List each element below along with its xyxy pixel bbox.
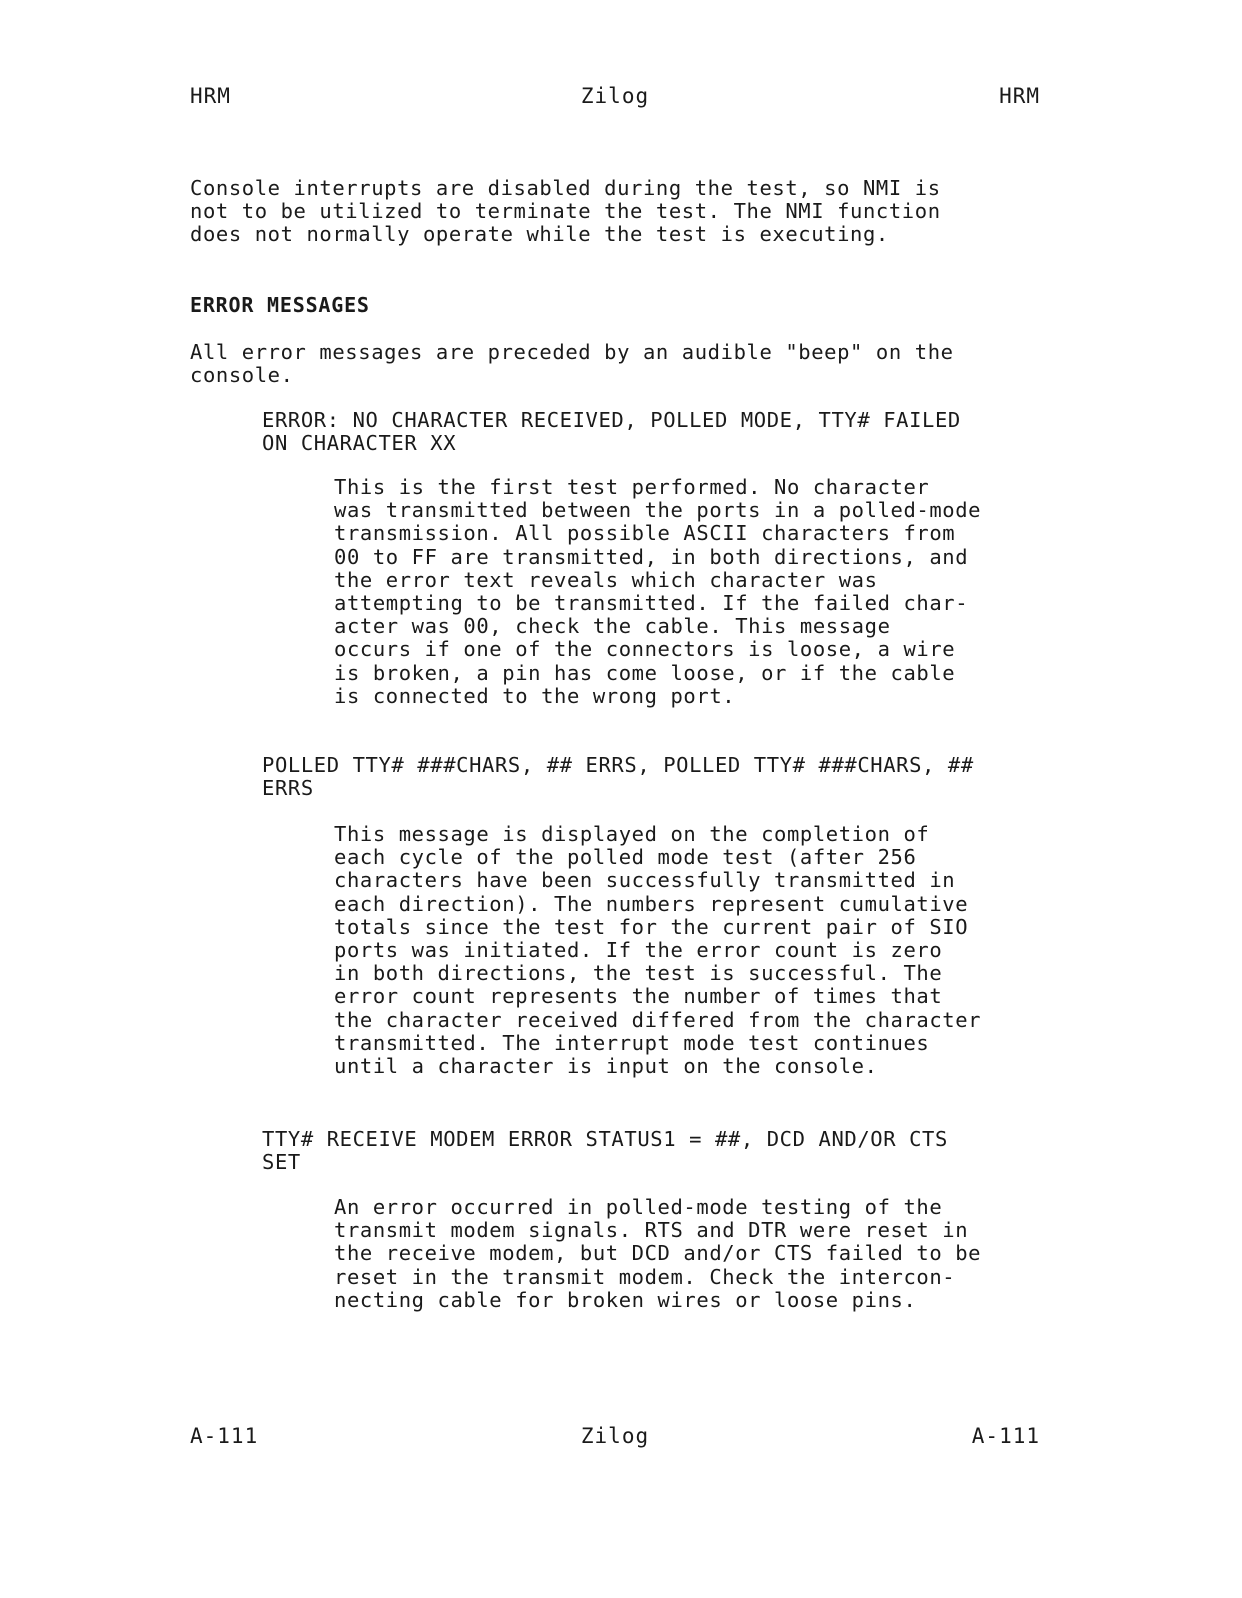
error-message-no-character: ERROR: NO CHARACTER RECEIVED, POLLED MODE, TTY# FAILED ON CHARACTER XX <box>262 408 961 456</box>
footer-right: A-111 <box>971 1424 1040 1448</box>
header-right: HRM <box>999 84 1040 108</box>
error-messages-intro: All error messages are preceded by an audible "beep" on the console. <box>190 340 954 388</box>
page-footer <box>190 1424 1040 1454</box>
footer-center: Zilog <box>580 1424 650 1448</box>
section-heading: ERROR MESSAGES <box>190 293 370 317</box>
page-header <box>190 84 1040 114</box>
footer-left: A-111 <box>190 1424 259 1448</box>
error-message-modem-status: TTY# RECEIVE MODEM ERROR STATUS1 = ##, DCD AND/OR CTS SET <box>262 1127 948 1175</box>
intro-paragraph: Console interrupts are disabled during the test, so NMI is not to be utilized to terminate the test. The NMI function does not normally operate while the test is executing. <box>190 176 941 247</box>
error-description-polled-counts: This message is displayed on the completion of each cycle of the polled mode test (after 256 characters have been successfully transmitted in each direction). The numbers represent cumulative totals since the test for the current pair of SIO ports was initiated. If the error count is zero in both directions, the test is successful. The error count represents the number of times that the character received differed from the character transmitted. The interrupt mode test continues until a character is input on the console. <box>334 822 982 1079</box>
header-center: Zilog <box>580 84 650 108</box>
error-description-modem-status: An error occurred in polled-mode testing of the transmit modem signals. RTS and DTR were reset in the receive modem, but DCD and/or CTS failed to be reset in the transmit modem. Check the intercon- necting cable for broken wires or loose pins. <box>334 1195 982 1312</box>
header-left: HRM <box>190 84 231 108</box>
error-description-no-character: This is the first test performed. No character was transmitted between the ports in a polled-mode transmission. All possible ASCII characters from 00 to FF are transmitted, in both directions, and the error text reveals which character was attempting to be transmitted. If the failed char- acter was 00, check the cable. This message occurs if one of the connectors is loose, a wire is broken, a pin has come loose, or if the cable is connected to the wrong port. <box>334 475 982 708</box>
error-message-polled-counts: POLLED TTY# ###CHARS, ## ERRS, POLLED TTY# ###CHARS, ## ERRS <box>262 753 974 801</box>
